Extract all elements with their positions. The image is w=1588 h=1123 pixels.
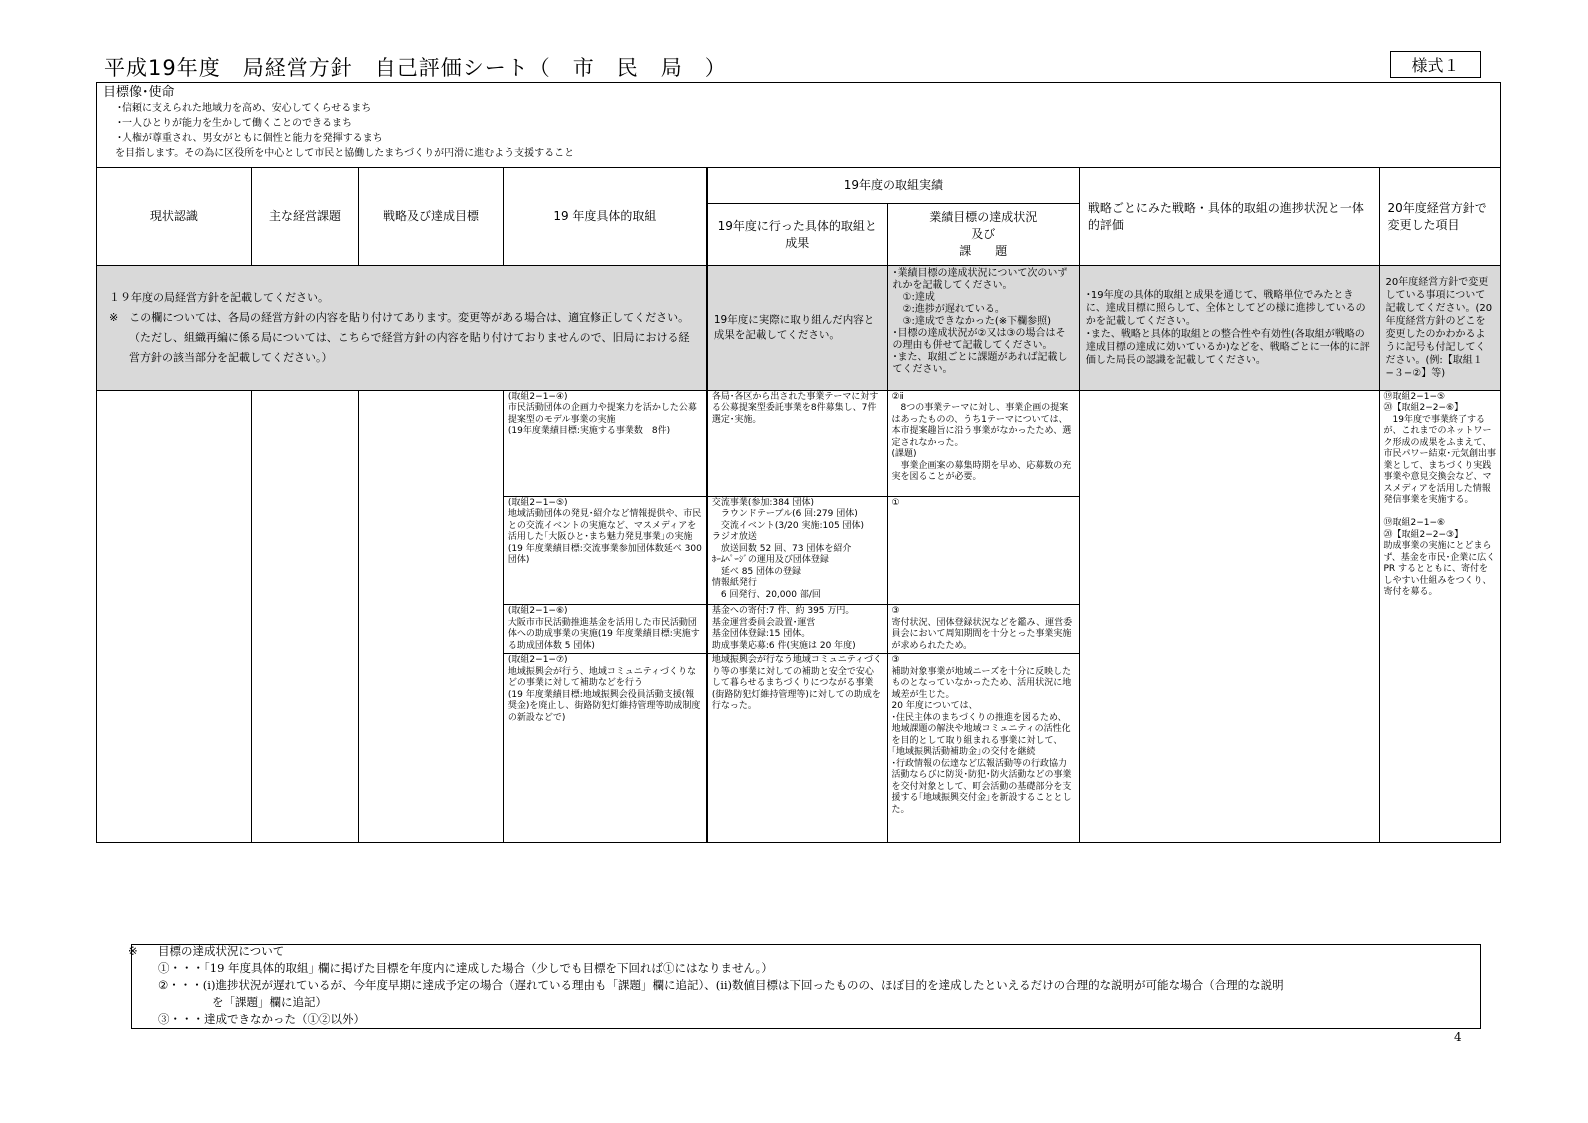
mission-heading: 目標像･使命 <box>103 85 175 100</box>
results-cell: 交流事業(参加:384 団体) ラウンドテーブル(6 回:279 団体) 交流イベント(3/20 実施:105 団体) ラジオ放送 放送回数 52 回、73 団体を紹介 ﾎｰﾑﾍﾟｰｼﾞの運用及び団体登録 延べ 85 団体の登録 情報紙発行 6 回発行、20,000 部/回 <box>707 496 887 604</box>
achievement-cell: ① <box>887 496 1079 604</box>
page-number: 4 <box>1454 1030 1462 1044</box>
evaluation-table <box>96 167 1501 843</box>
mission-item: ･信頼に支えられた地域力を高め、安心してくらせるまち <box>117 103 372 114</box>
header-plan: 19 年度具体的取組 <box>503 168 706 266</box>
achievement-cell: ③ 寄付状況、団体登録状況などを鑑み、運営委員会において周知期間を十分とった事業実施が求められたため。 <box>887 605 1079 654</box>
note-line-2-cont: を「課題」欄に追記） <box>212 995 327 1009</box>
header-changes: 20年度経営方針で変更した項目 <box>1379 168 1501 266</box>
mission-item: ･一人ひとりが能力を生かして働くことのできるまち <box>117 118 352 129</box>
achievement-cell: ③ 補助対象事業が地域ニーズを十分に反映したものとなっていなかったため、活用状況に地域差が生じた。 20 年度については、 ･住民主体のまちづくりの推進を図るため、地域課題の解決や地域コミュニティの活性化を目的として取り組まれる事業に対して、｢地域振興活動補助金｣の交付を継続 ･行政情報の伝達など広報活動等の行政協力活動ならびに防災･防犯･防火活動などの事業を交付対象として、町会活動の基礎部分を支援する｢地域振興交付金｣を新設することとした。 <box>887 654 1079 843</box>
note-line-3: ③・・・達成できなかった（①②以外） <box>158 1012 365 1026</box>
form-label: 様式１ <box>1390 51 1481 78</box>
results-cell: 地域振興会が行なう地域コミュニティづくり等の事業に対しての補助と安全で安心して暮らせるまちづくりにつながる事業(街路防犯灯維持管理等)に対しての助成を行なった。 <box>707 654 887 843</box>
plan-cell: (取組2−1−⑤) 地域活動団体の発見･紹介など情報提供や、市民との交流イベントの実施など、マスメディアを活用した｢大阪ひと･まち魅力発見事業｣の実施 (19 年度業績目標:交流事業参加団体数延べ 300 団体) <box>503 496 706 604</box>
header-current: 現状認識 <box>97 168 252 266</box>
header-results: 19年度に行った具体的取組と成果 <box>707 204 887 266</box>
evaluation-cell <box>1079 390 1379 842</box>
current-cell <box>97 390 252 842</box>
header-issues: 主な経営課題 <box>251 168 358 266</box>
guide-main <box>97 266 707 390</box>
mission-closing: を目指します。その為に区役所を中心として市民と協働したまちづくりが円滑に進むよう支援すること <box>115 148 575 159</box>
guide-achievement: ･業績目標の達成状況について次のいずれかを記載してください。 ①:達成 ②:進捗が遅れている。 ③:達成できなかった(※下欄参照) ･目標の達成状況が②又は③の場合はその理由も併せて記載してください。 ･また、取組ごとに課題があれば記載してください。 <box>887 266 1079 390</box>
guide-changes: 20年度経営方針で変更している事項について記載してください。(20年度経営方針のどこを変更したのかわかるように記号も付記してください。(例:【取組１−３−②】等) <box>1379 266 1501 390</box>
header-strategy: 戦略及び達成目標 <box>359 168 504 266</box>
header-results-group: 19年度の取組実績 <box>707 168 1080 204</box>
issues-cell <box>251 390 358 842</box>
plan-cell: (取組2−1−④) 市民活動団体の企画力や提案力を活かした公募提案型のモデル事業の実施 (19年度業績目標:実施する事業数 8件) <box>503 390 706 496</box>
plan-cell: (取組2−1−⑦) 地域振興会が行う、地域コミュニティづくりなどの事業に対して補助などを行う (19 年度業績目標:地域振興会役員活動支援(報奨金)を廃止し、街路防犯灯維持管理等助成制度の新設などで) <box>503 654 706 843</box>
guide-evaluation: ･19年度の具体的取組と成果を通じて、戦略単位でみたときに、達成目標に照らして、全体としてどの様に進捗しているのかを記載してください。 ･また、戦略と具体的取組との整合性や有効性(各取組が戦略の達成目標の達成に効いているか)などを、戦略ごとに一体的に評価した局長の認識を記載してください。 <box>1079 266 1379 390</box>
results-cell: 各局･各区から出された事業テーマに対する公募提案型委託事業を8件募集し、7件選定･実施。 <box>707 390 887 496</box>
note-line-2: ②・・・(ⅰ)進捗状況が遅れているが、今年度早期に達成予定の場合（遅れている理由も「課題」欄に追記）、(ⅱ)数値目標は下回ったものの、ほぼ目的を達成したといえるだけの合理的な説明が可能な場合（合理的な説明 <box>158 978 1284 992</box>
achievement-note-box <box>128 944 1481 1029</box>
plan-cell: (取組2−1−⑥) 大阪市市民活動推進基金を活用した市民活動団体への助成事業の実施(19 年度業績目標:実施する助成団体数 5 団体) <box>503 605 706 654</box>
results-cell: 基金への寄付:7 件、約 395 万円。 基金運営委員会設置･運営 基金団体登録:15 団体。 助成事業応募:6 件(実施は 20 年度) <box>707 605 887 654</box>
page-title: 平成19年度 局経営方針 自己評価シート（ 市 民 局 ） <box>104 56 727 80</box>
guide-main-line1: １９年度の局経営方針を記載してください。 <box>109 290 329 304</box>
mission-item: ･人権が尊重され、男女がともに個性と能力を発揮するまち <box>117 133 383 144</box>
note-line-1: ①・・・｢19 年度具体的取組｣ 欄に掲げた目標を年度内に達成した場合（少しでも目標を下回れば①にはなりません。） <box>158 961 773 975</box>
guide-results: 19年度に実際に取り組んだ内容と成果を記載してください。 <box>707 266 887 390</box>
mission-box <box>96 82 1501 168</box>
note-heading: 目標の達成状況について <box>158 944 285 958</box>
header-evaluation: 戦略ごとにみた戦略・具体的取組の進捗状況と一体的評価 <box>1079 168 1379 266</box>
achievement-cell: ②ⅱ 8つの事業テーマに対し、事業企画の提案はあったものの、うち1テーマについては、本市提案趣旨に沿う事業がなかったため、選定されなかった。 (課題) 事業企画案の募集時期を早め、応募数の充実を図ることが必要。 <box>887 390 1079 496</box>
note-mark: ※ <box>128 944 138 958</box>
changes-cell: ⑲取組2−1−⑤ ⑳【取組2−2−⑥】 19年度で事業終了するが、これまでのネットワーク形成の成果をふまえて、市民パワー結束･元気創出事業として、まちづくり実践事業や意見交換会など、マスメディアを活用した情報発信事業を実施する。 ⑲取組2−1−⑥ ⑳【取組2−2−③】 助成事業の実施にとどまらず、基金を市民･企業に広く PR するとともに、寄付をしやすい仕組みをつくり、寄付を募る。 <box>1379 390 1501 842</box>
guide-main-line2: ※ この欄については、各局の経営方針の内容を貼り付けてあります。変更等がある場合は、適宜修正してください。（ただし、組織再編に係る局については、こちらで経営方針の内容を貼り付けておりませんので、旧局における経営方針の該当部分を記載してください。） <box>109 310 690 364</box>
header-achievement: 業績目標の達成状況 及び 課 題 <box>887 204 1079 266</box>
strategy-cell <box>359 390 504 842</box>
